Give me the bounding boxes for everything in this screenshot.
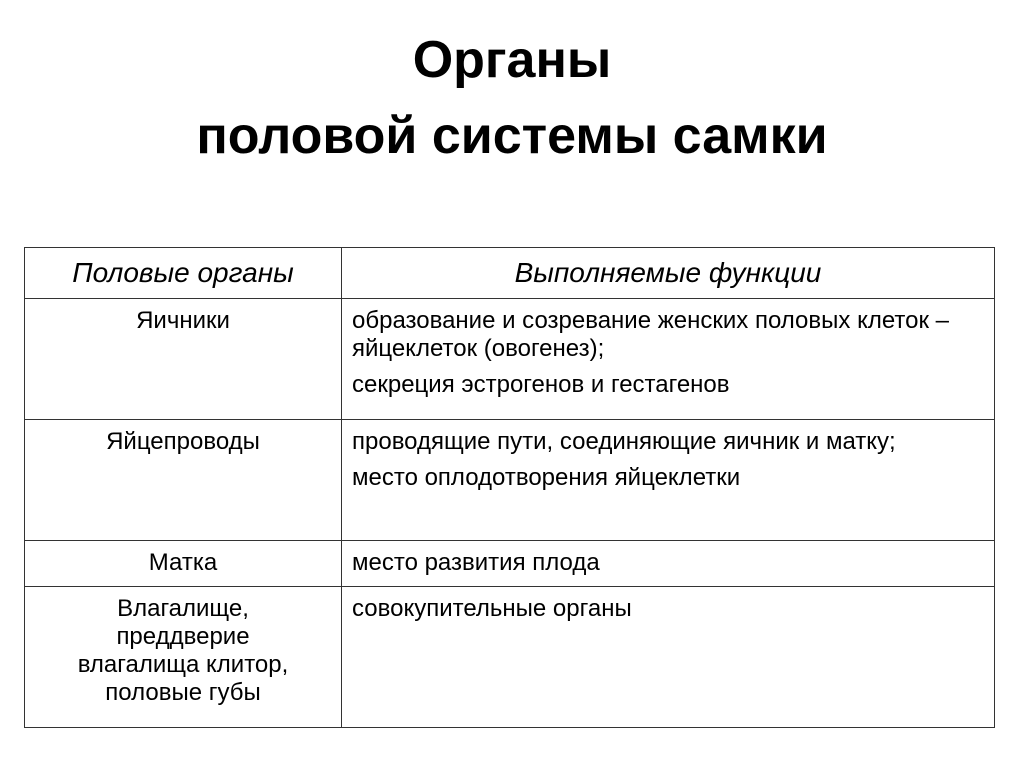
organ-name: Яичники [136, 307, 230, 334]
organ-name-line: влагалища клитор, [77, 651, 289, 678]
function-item: место развития плода [352, 549, 600, 576]
functions-cell [342, 420, 995, 541]
organ-name: Матка [148, 549, 218, 576]
organ-name-line: половые губы [105, 679, 261, 706]
organ-name: Яйцепроводы [106, 428, 260, 455]
functions-cell [342, 299, 995, 420]
slide-title [0, 22, 1024, 174]
organ-cell [25, 541, 342, 587]
title-line-2: половой системы самки [196, 107, 828, 165]
function-item: проводящие пути, соединяющие яичник и матку; [352, 428, 896, 455]
function-item: секреция эстрогенов и гестагенов [352, 371, 730, 398]
functions-cell [342, 541, 995, 587]
header-functions: Выполняемые функции [342, 248, 995, 299]
organ-cell [25, 420, 342, 541]
organ-name-line: Влагалище, [117, 595, 249, 622]
functions-cell [342, 587, 995, 728]
function-item: совокупительные органы [352, 595, 632, 622]
organs-functions-table [24, 247, 995, 728]
function-item: место оплодотворения яйцеклетки [352, 464, 741, 491]
table-row [25, 299, 995, 420]
table-row [25, 587, 995, 728]
title-line-1: Органы [412, 31, 612, 89]
header-organs: Половые органы [25, 248, 342, 299]
table-row [25, 541, 995, 587]
organ-name-line: преддверие [116, 623, 250, 650]
table-header-row [25, 248, 995, 299]
organ-cell [25, 299, 342, 420]
table-row [25, 420, 995, 541]
organ-cell [25, 587, 342, 728]
function-item: образование и созревание женских половых клеток – яйцеклеток (овогенез); [352, 307, 949, 362]
